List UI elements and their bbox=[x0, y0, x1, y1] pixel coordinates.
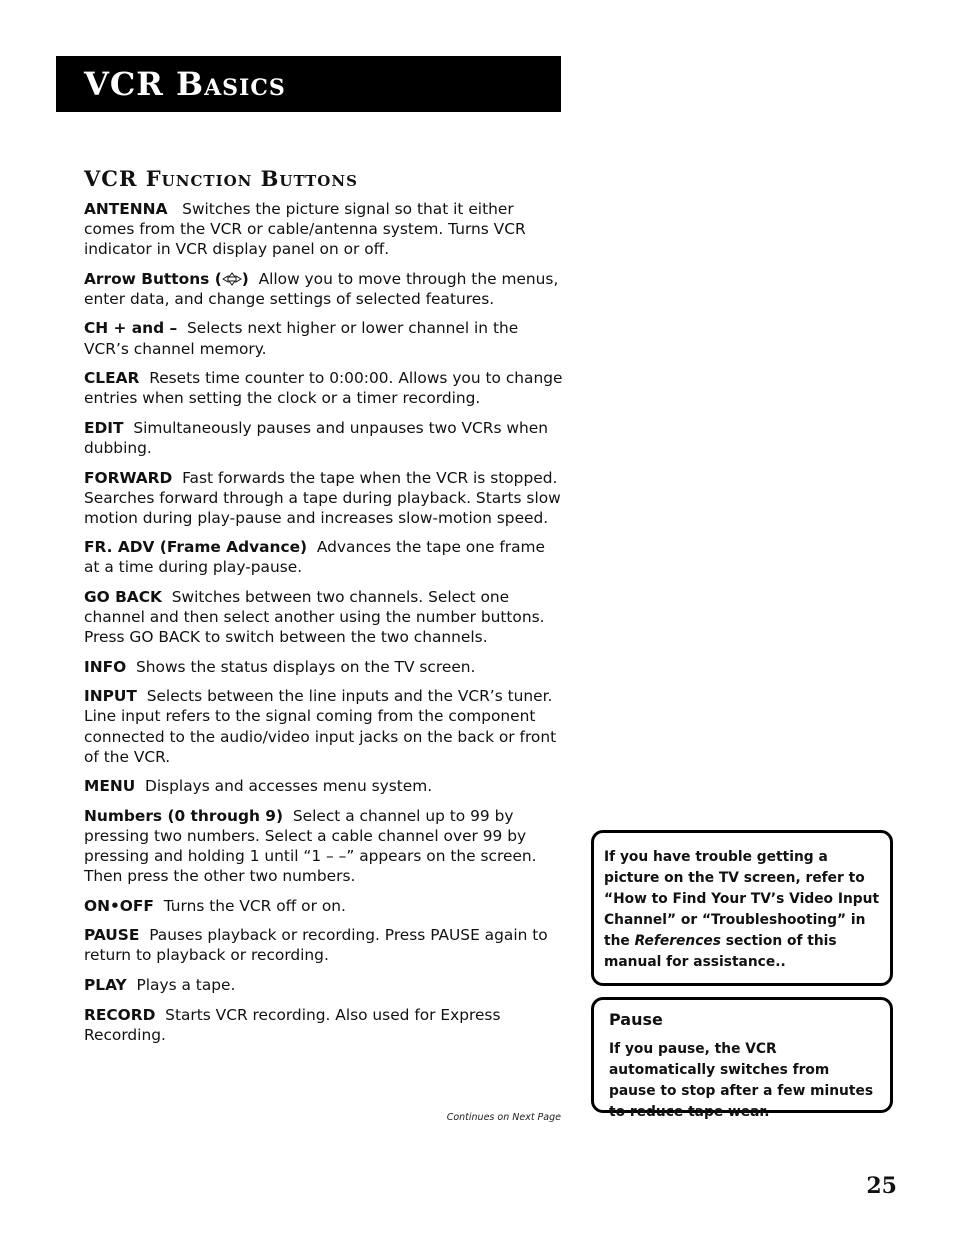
pause-callout-text: If you pause, the VCR automatically switches from pause to stop after a few minutes to reduce tape wear. bbox=[609, 1041, 874, 1120]
tip-text-before: If you have trouble getting a picture on the TV screen, refer to “How to Find Your TV’s Video Input Channel” or “Troubleshooting” in the bbox=[604, 849, 880, 949]
entry-numbers bbox=[84, 806, 564, 886]
entry-term: Arrow Buttons ( bbox=[84, 269, 222, 288]
entry-info bbox=[84, 657, 564, 677]
entry-text: Displays and accesses menu system. bbox=[145, 777, 433, 796]
section-banner bbox=[56, 56, 561, 112]
entry-term-close: ) bbox=[241, 269, 249, 288]
continues-note: Continues on Next Page bbox=[446, 1112, 561, 1123]
entry-menu bbox=[84, 776, 564, 796]
entry-go-back bbox=[84, 587, 564, 647]
entry-term: GO BACK bbox=[84, 588, 162, 606]
pause-callout-heading: Pause bbox=[609, 1010, 663, 1029]
entry-text: Resets time counter to 0:00:00. Allows you to change entries when setting the clock or a timer recording. bbox=[84, 369, 563, 408]
entry-term: PLAY bbox=[84, 976, 127, 994]
button-descriptions bbox=[84, 199, 564, 1054]
entry-term: CH + and – bbox=[84, 319, 178, 338]
entry-channel bbox=[84, 318, 564, 358]
tip-text bbox=[604, 847, 880, 973]
entry-text: Starts VCR recording. Also used for Express Recording. bbox=[84, 1005, 501, 1044]
entry-term: FORWARD bbox=[84, 468, 173, 487]
entry-term: PAUSE bbox=[84, 926, 140, 945]
entry-text: Plays a tape. bbox=[136, 976, 236, 994]
tip-text-emphasis: References bbox=[634, 933, 721, 949]
entry-term: ON•OFF bbox=[84, 896, 154, 915]
banner-title: VCR Basics bbox=[84, 65, 286, 103]
entry-text: Turns the VCR off or on. bbox=[163, 896, 346, 915]
entry-term: ANTENNA bbox=[84, 200, 168, 218]
entry-text: Select a channel up to 99 by pressing two numbers. Select a cable channel over 99 by pressing and holding 1 until “1 – –” appears on the screen. Then press the other two numbers. bbox=[84, 806, 537, 886]
entry-term: INPUT bbox=[84, 687, 137, 706]
entry-text: Shows the status displays on the TV screen. bbox=[136, 657, 476, 676]
entry-term: EDIT bbox=[84, 418, 124, 437]
entry-text: Fast forwards the tape when the VCR is stopped. Searches forward through a tape during playback. Starts slow motion during play-pause and increases slow-motion speed. bbox=[84, 468, 561, 527]
section-title: VCR Function Buttons bbox=[84, 166, 358, 191]
entry-input bbox=[84, 686, 564, 766]
page-number: 25 bbox=[866, 1173, 897, 1199]
entry-record bbox=[84, 1005, 564, 1045]
entry-text: Switches between two channels. Select one channel and then select another using the number buttons. Press GO BACK to switch between the two channels. bbox=[84, 588, 545, 647]
entry-text: Selects between the line inputs and the VCR’s tuner. Line input refers to the signal coming from the component connected to the audio/video input jacks on the back or front of the VCR. bbox=[84, 687, 557, 766]
entry-term: FR. ADV (Frame Advance) bbox=[84, 538, 308, 557]
entry-pause bbox=[84, 925, 564, 965]
entry-text: Selects next higher or lower channel in the VCR’s channel memory. bbox=[84, 319, 519, 358]
entry-term: MENU bbox=[84, 777, 136, 796]
entry-term: RECORD bbox=[84, 1005, 156, 1024]
pause-callout bbox=[591, 997, 893, 1120]
tip-text-after: section of this manual for assistance.. bbox=[604, 933, 837, 970]
entry-text: Switches the picture signal so that it either comes from the VCR or cable/antenna system. Turns VCR indicator in VCR display panel on or off. bbox=[84, 200, 526, 259]
entry-frame-advance bbox=[84, 537, 564, 577]
entry-term: Numbers (0 through 9) bbox=[84, 806, 284, 825]
arrow-buttons-icon bbox=[222, 272, 242, 286]
entry-play bbox=[84, 975, 564, 995]
entry-term: CLEAR bbox=[84, 369, 140, 388]
tip-callout bbox=[591, 830, 893, 986]
entry-text: Simultaneously pauses and unpauses two VCRs when dubbing. bbox=[84, 418, 548, 457]
entry-text: Allow you to move through the menus, enter data, and change settings of selected features. bbox=[84, 269, 559, 308]
entry-text: Pauses playback or recording. Press PAUSE again to return to playback or recording. bbox=[84, 926, 548, 965]
entry-text: Advances the tape one frame at a time during play-pause. bbox=[84, 538, 545, 577]
entry-clear bbox=[84, 368, 564, 408]
entry-on-off bbox=[84, 896, 564, 916]
entry-edit bbox=[84, 418, 564, 458]
entry-forward bbox=[84, 468, 564, 528]
entry-antenna bbox=[84, 199, 564, 259]
entry-arrow-buttons bbox=[84, 269, 564, 309]
entry-term: INFO bbox=[84, 657, 127, 676]
